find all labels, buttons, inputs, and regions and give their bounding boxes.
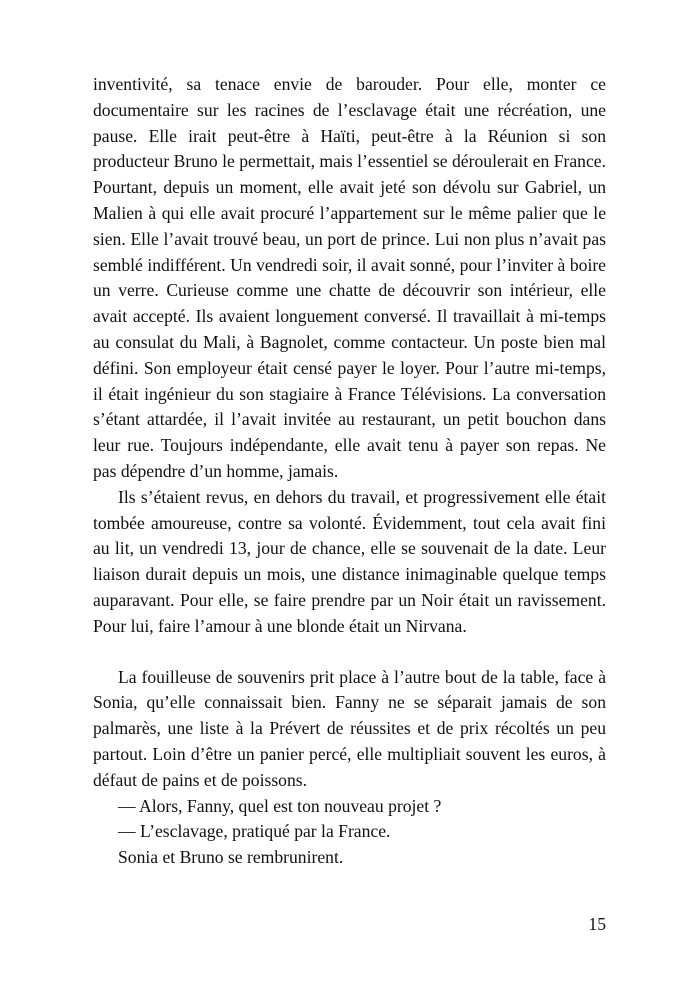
paragraph-relationship: Ils s’étaient revus, en dehors du travail, et progressivement elle était tombée amoureuse, contre sa volonté. Évidemment, tout cela avait fini au lit, un vendredi 13, jour de chance, elle se souvenait de la date. Leur liaison durait depuis un mois, une distance inimaginable quelque temps auparavant. Pour elle, se faire prendre par un Noir était un ravissement. Pour lui, faire l’amour à une blonde était un Nirvana.	[93, 486, 606, 636]
dialogue-line-question: — Alors, Fanny, quel est ton nouveau projet ?	[118, 795, 442, 816]
paragraph-continuation: inventivité, sa tenace envie de barouder. Pour elle, monter ce documentaire sur les racines de l’esclavage était une récréation, une pause. Elle irait peut-être à Haïti, peut-être à la Réunion si son producteur Bruno le permettait, mais l’essentiel se déroulerait en France. Pourtant, depuis un moment, elle avait jeté son dévolu sur Gabriel, un Malien à qui elle avait procuré l’appartement sur le même palier que le sien. Elle l’avait trouvé beau, un port de prince. Lui non plus n’avait pas semblé indifférent. Un vendredi soir, il avait sonné, pour l’inviter à boire un verre. Curieuse comme une chatte de découvrir son intérieur, elle avait accepté. Ils avaient longuement conversé. Il travaillait à mi-temps au consulat du Mali, à Bagnolet, comme contacteur. Un poste bien mal défini. Son employeur était censé payer le loyer. Pour l’autre mi-temps, il était ingénieur du son stagiaire à France Télévisions. La conversation s’étant attardée, il l’avait invitée au restaurant, un petit bouchon dans leur rue. Toujours indépendante, elle avait tenu à payer son repas. Ne pas dépendre d’un homme, jamais.	[93, 74, 606, 481]
paragraph-fanny: La fouilleuse de souvenirs prit place à l’autre bout de la table, face à Sonia, qu’elle connaissait bien. Fanny ne se séparait jamais de son palmarès, une liste à la Prévert de réussites et de prix récoltés un peu partout. Loin d’être un panier percé, elle multipliait souvent les euros, à défaut de pains et de poissons.	[93, 666, 606, 790]
dialogue-line-answer: — L’esclavage, pratiqué par la France.	[118, 821, 391, 842]
page-number: 15	[588, 914, 606, 934]
section-break	[93, 640, 606, 665]
paragraph-closing: Sonia et Bruno se rembrunirent.	[118, 847, 344, 868]
page-body	[93, 72, 606, 871]
